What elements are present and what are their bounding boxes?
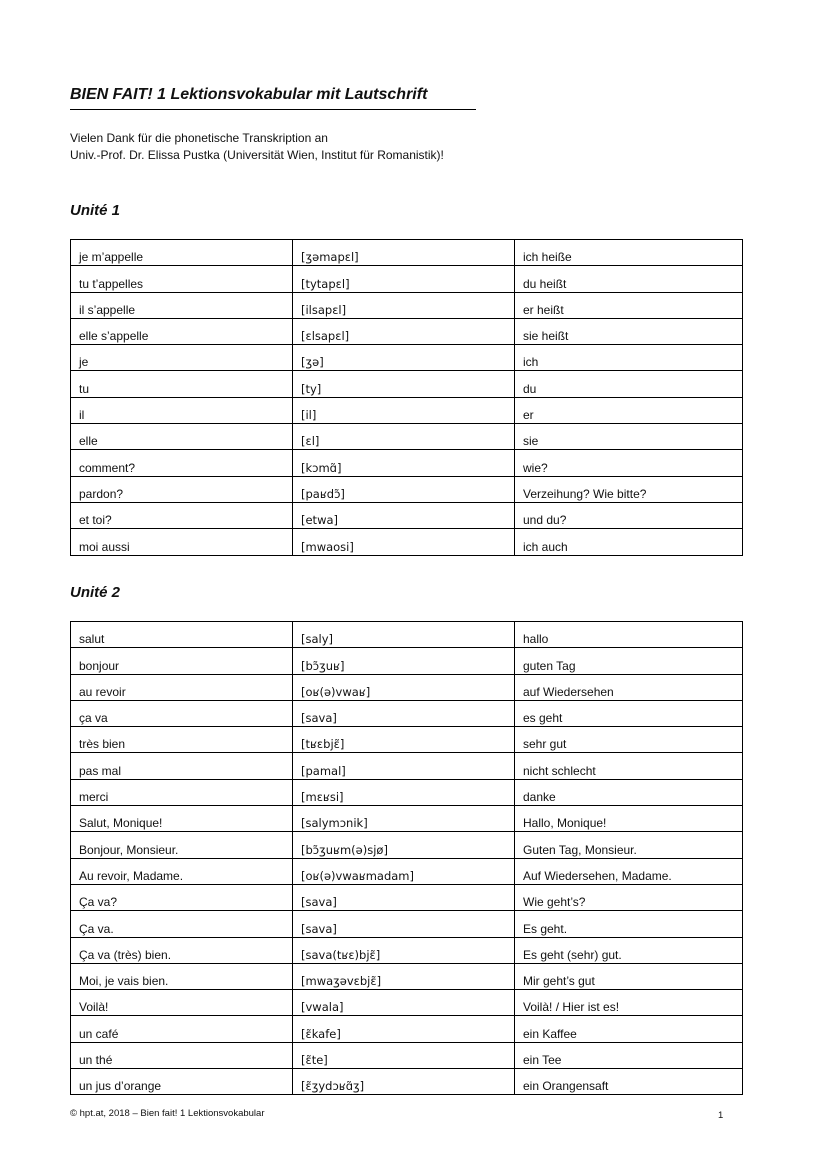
- ipa-transcription: [tytapɛl]: [293, 266, 515, 292]
- french-term: bonjour: [71, 648, 293, 674]
- german-translation: er: [515, 397, 743, 423]
- table-row: [71, 832, 743, 858]
- french-term: il: [71, 397, 293, 423]
- ipa-transcription: [bɔ̃ʒuʁ]: [293, 648, 515, 674]
- acknowledgement-line-2: Univ.-Prof. Dr. Elissa Pustka (Universität Wien, Institut für Romanistik)!: [70, 148, 444, 162]
- ipa-transcription: [sava]: [293, 700, 515, 726]
- ipa-transcription: [ɛ̃kafe]: [293, 1016, 515, 1042]
- german-translation: guten Tag: [515, 648, 743, 674]
- french-term: tu t’appelles: [71, 266, 293, 292]
- table-row: [71, 674, 743, 700]
- section-heading-unite-2: Unité 2: [70, 584, 121, 601]
- table-row: [71, 1016, 743, 1042]
- german-translation: Hallo, Monique!: [515, 806, 743, 832]
- german-translation: nicht schlecht: [515, 753, 743, 779]
- table-row: [71, 476, 743, 502]
- german-translation: ich: [515, 345, 743, 371]
- vocabulary-table-unite-1: [70, 239, 743, 556]
- french-term: Salut, Monique!: [71, 806, 293, 832]
- ipa-transcription: [etwa]: [293, 502, 515, 528]
- ipa-transcription: [sava(tʁɛ)bjɛ̃]: [293, 937, 515, 963]
- table-row: [71, 990, 743, 1016]
- ipa-transcription: [ty]: [293, 371, 515, 397]
- acknowledgement-line-1: Vielen Dank für die phonetische Transkription an: [70, 131, 328, 145]
- german-translation: danke: [515, 779, 743, 805]
- german-translation: sie heißt: [515, 318, 743, 344]
- french-term: Ça va?: [71, 884, 293, 910]
- ipa-transcription: [ɛl]: [293, 424, 515, 450]
- table-row: [71, 937, 743, 963]
- table-row: [71, 266, 743, 292]
- german-translation: Es geht.: [515, 911, 743, 937]
- french-term: pardon?: [71, 476, 293, 502]
- german-translation: sie: [515, 424, 743, 450]
- french-term: merci: [71, 779, 293, 805]
- table-row: [71, 1042, 743, 1068]
- footer-copyright: © hpt.at, 2018 – Bien fait! 1 Lektionsvokabular: [70, 1108, 265, 1119]
- german-translation: Verzeihung? Wie bitte?: [515, 476, 743, 502]
- table-row: [71, 529, 743, 555]
- table-row: [71, 622, 743, 648]
- page-number: 1: [718, 1110, 724, 1121]
- german-translation: Guten Tag, Monsieur.: [515, 832, 743, 858]
- french-term: tu: [71, 371, 293, 397]
- german-translation: er heißt: [515, 292, 743, 318]
- german-translation: ein Kaffee: [515, 1016, 743, 1042]
- ipa-transcription: [pamal]: [293, 753, 515, 779]
- ipa-transcription: [oʁ(ə)vwaʁmadam]: [293, 858, 515, 884]
- table-row: [71, 753, 743, 779]
- table-row: [71, 779, 743, 805]
- german-translation: ein Tee: [515, 1042, 743, 1068]
- ipa-transcription: [sava]: [293, 884, 515, 910]
- french-term: un jus d’orange: [71, 1069, 293, 1095]
- table-row: [71, 648, 743, 674]
- ipa-transcription: [kɔmɑ̃]: [293, 450, 515, 476]
- german-translation: ich heiße: [515, 240, 743, 266]
- french-term: elle s’appelle: [71, 318, 293, 344]
- german-translation: du heißt: [515, 266, 743, 292]
- french-term: Bonjour, Monsieur.: [71, 832, 293, 858]
- ipa-transcription: [ʒəmapɛl]: [293, 240, 515, 266]
- table-row: [71, 1069, 743, 1095]
- table-row: [71, 424, 743, 450]
- german-translation: Es geht (sehr) gut.: [515, 937, 743, 963]
- table-row: [71, 502, 743, 528]
- acknowledgement: [70, 130, 444, 164]
- ipa-transcription: [ɛ̃ʒydɔʁɑ̃ʒ]: [293, 1069, 515, 1095]
- ipa-transcription: [tʁɛbjɛ̃]: [293, 727, 515, 753]
- ipa-transcription: [il]: [293, 397, 515, 423]
- french-term: au revoir: [71, 674, 293, 700]
- german-translation: hallo: [515, 622, 743, 648]
- german-translation: es geht: [515, 700, 743, 726]
- table-row: [71, 318, 743, 344]
- table-row: [71, 806, 743, 832]
- french-term: un thé: [71, 1042, 293, 1068]
- table-row: [71, 911, 743, 937]
- table-row: [71, 292, 743, 318]
- french-term: un café: [71, 1016, 293, 1042]
- german-translation: wie?: [515, 450, 743, 476]
- ipa-transcription: [ilsapɛl]: [293, 292, 515, 318]
- table-row: [71, 345, 743, 371]
- table-row: [71, 963, 743, 989]
- table-row: [71, 240, 743, 266]
- french-term: Au revoir, Madame.: [71, 858, 293, 884]
- german-translation: auf Wiedersehen: [515, 674, 743, 700]
- french-term: et toi?: [71, 502, 293, 528]
- french-term: Voilà!: [71, 990, 293, 1016]
- french-term: Ça va (très) bien.: [71, 937, 293, 963]
- german-translation: Voilà! / Hier ist es!: [515, 990, 743, 1016]
- table-row: [71, 858, 743, 884]
- section-heading-unite-1: Unité 1: [70, 202, 121, 219]
- french-term: je m’appelle: [71, 240, 293, 266]
- french-term: pas mal: [71, 753, 293, 779]
- ipa-transcription: [ʒə]: [293, 345, 515, 371]
- ipa-transcription: [bɔ̃ʒuʁm(ə)sjø]: [293, 832, 515, 858]
- german-translation: und du?: [515, 502, 743, 528]
- french-term: comment?: [71, 450, 293, 476]
- table-row: [71, 397, 743, 423]
- ipa-transcription: [sava]: [293, 911, 515, 937]
- table-row: [71, 450, 743, 476]
- german-translation: Wie geht’s?: [515, 884, 743, 910]
- german-translation: ich auch: [515, 529, 743, 555]
- french-term: salut: [71, 622, 293, 648]
- table-row: [71, 700, 743, 726]
- ipa-transcription: [oʁ(ə)vwaʁ]: [293, 674, 515, 700]
- french-term: très bien: [71, 727, 293, 753]
- german-translation: ein Orangensaft: [515, 1069, 743, 1095]
- german-translation: Auf Wiedersehen, Madame.: [515, 858, 743, 884]
- ipa-transcription: [vwala]: [293, 990, 515, 1016]
- table-row: [71, 727, 743, 753]
- table-row: [71, 371, 743, 397]
- french-term: ça va: [71, 700, 293, 726]
- table-row: [71, 884, 743, 910]
- french-term: il s’appelle: [71, 292, 293, 318]
- ipa-transcription: [mwaʒəvɛbjɛ̃]: [293, 963, 515, 989]
- ipa-transcription: [paʁdɔ̃]: [293, 476, 515, 502]
- french-term: elle: [71, 424, 293, 450]
- ipa-transcription: [ɛlsapɛl]: [293, 318, 515, 344]
- french-term: Ça va.: [71, 911, 293, 937]
- german-translation: sehr gut: [515, 727, 743, 753]
- ipa-transcription: [mɛʁsi]: [293, 779, 515, 805]
- vocabulary-table-unite-2: [70, 621, 743, 1095]
- german-translation: du: [515, 371, 743, 397]
- french-term: je: [71, 345, 293, 371]
- document-title: BIEN FAIT! 1 Lektionsvokabular mit Lautschrift: [70, 86, 476, 110]
- ipa-transcription: [ɛ̃te]: [293, 1042, 515, 1068]
- ipa-transcription: [mwaosi]: [293, 529, 515, 555]
- french-term: Moi, je vais bien.: [71, 963, 293, 989]
- ipa-transcription: [salymɔnik]: [293, 806, 515, 832]
- french-term: moi aussi: [71, 529, 293, 555]
- german-translation: Mir geht’s gut: [515, 963, 743, 989]
- ipa-transcription: [saly]: [293, 622, 515, 648]
